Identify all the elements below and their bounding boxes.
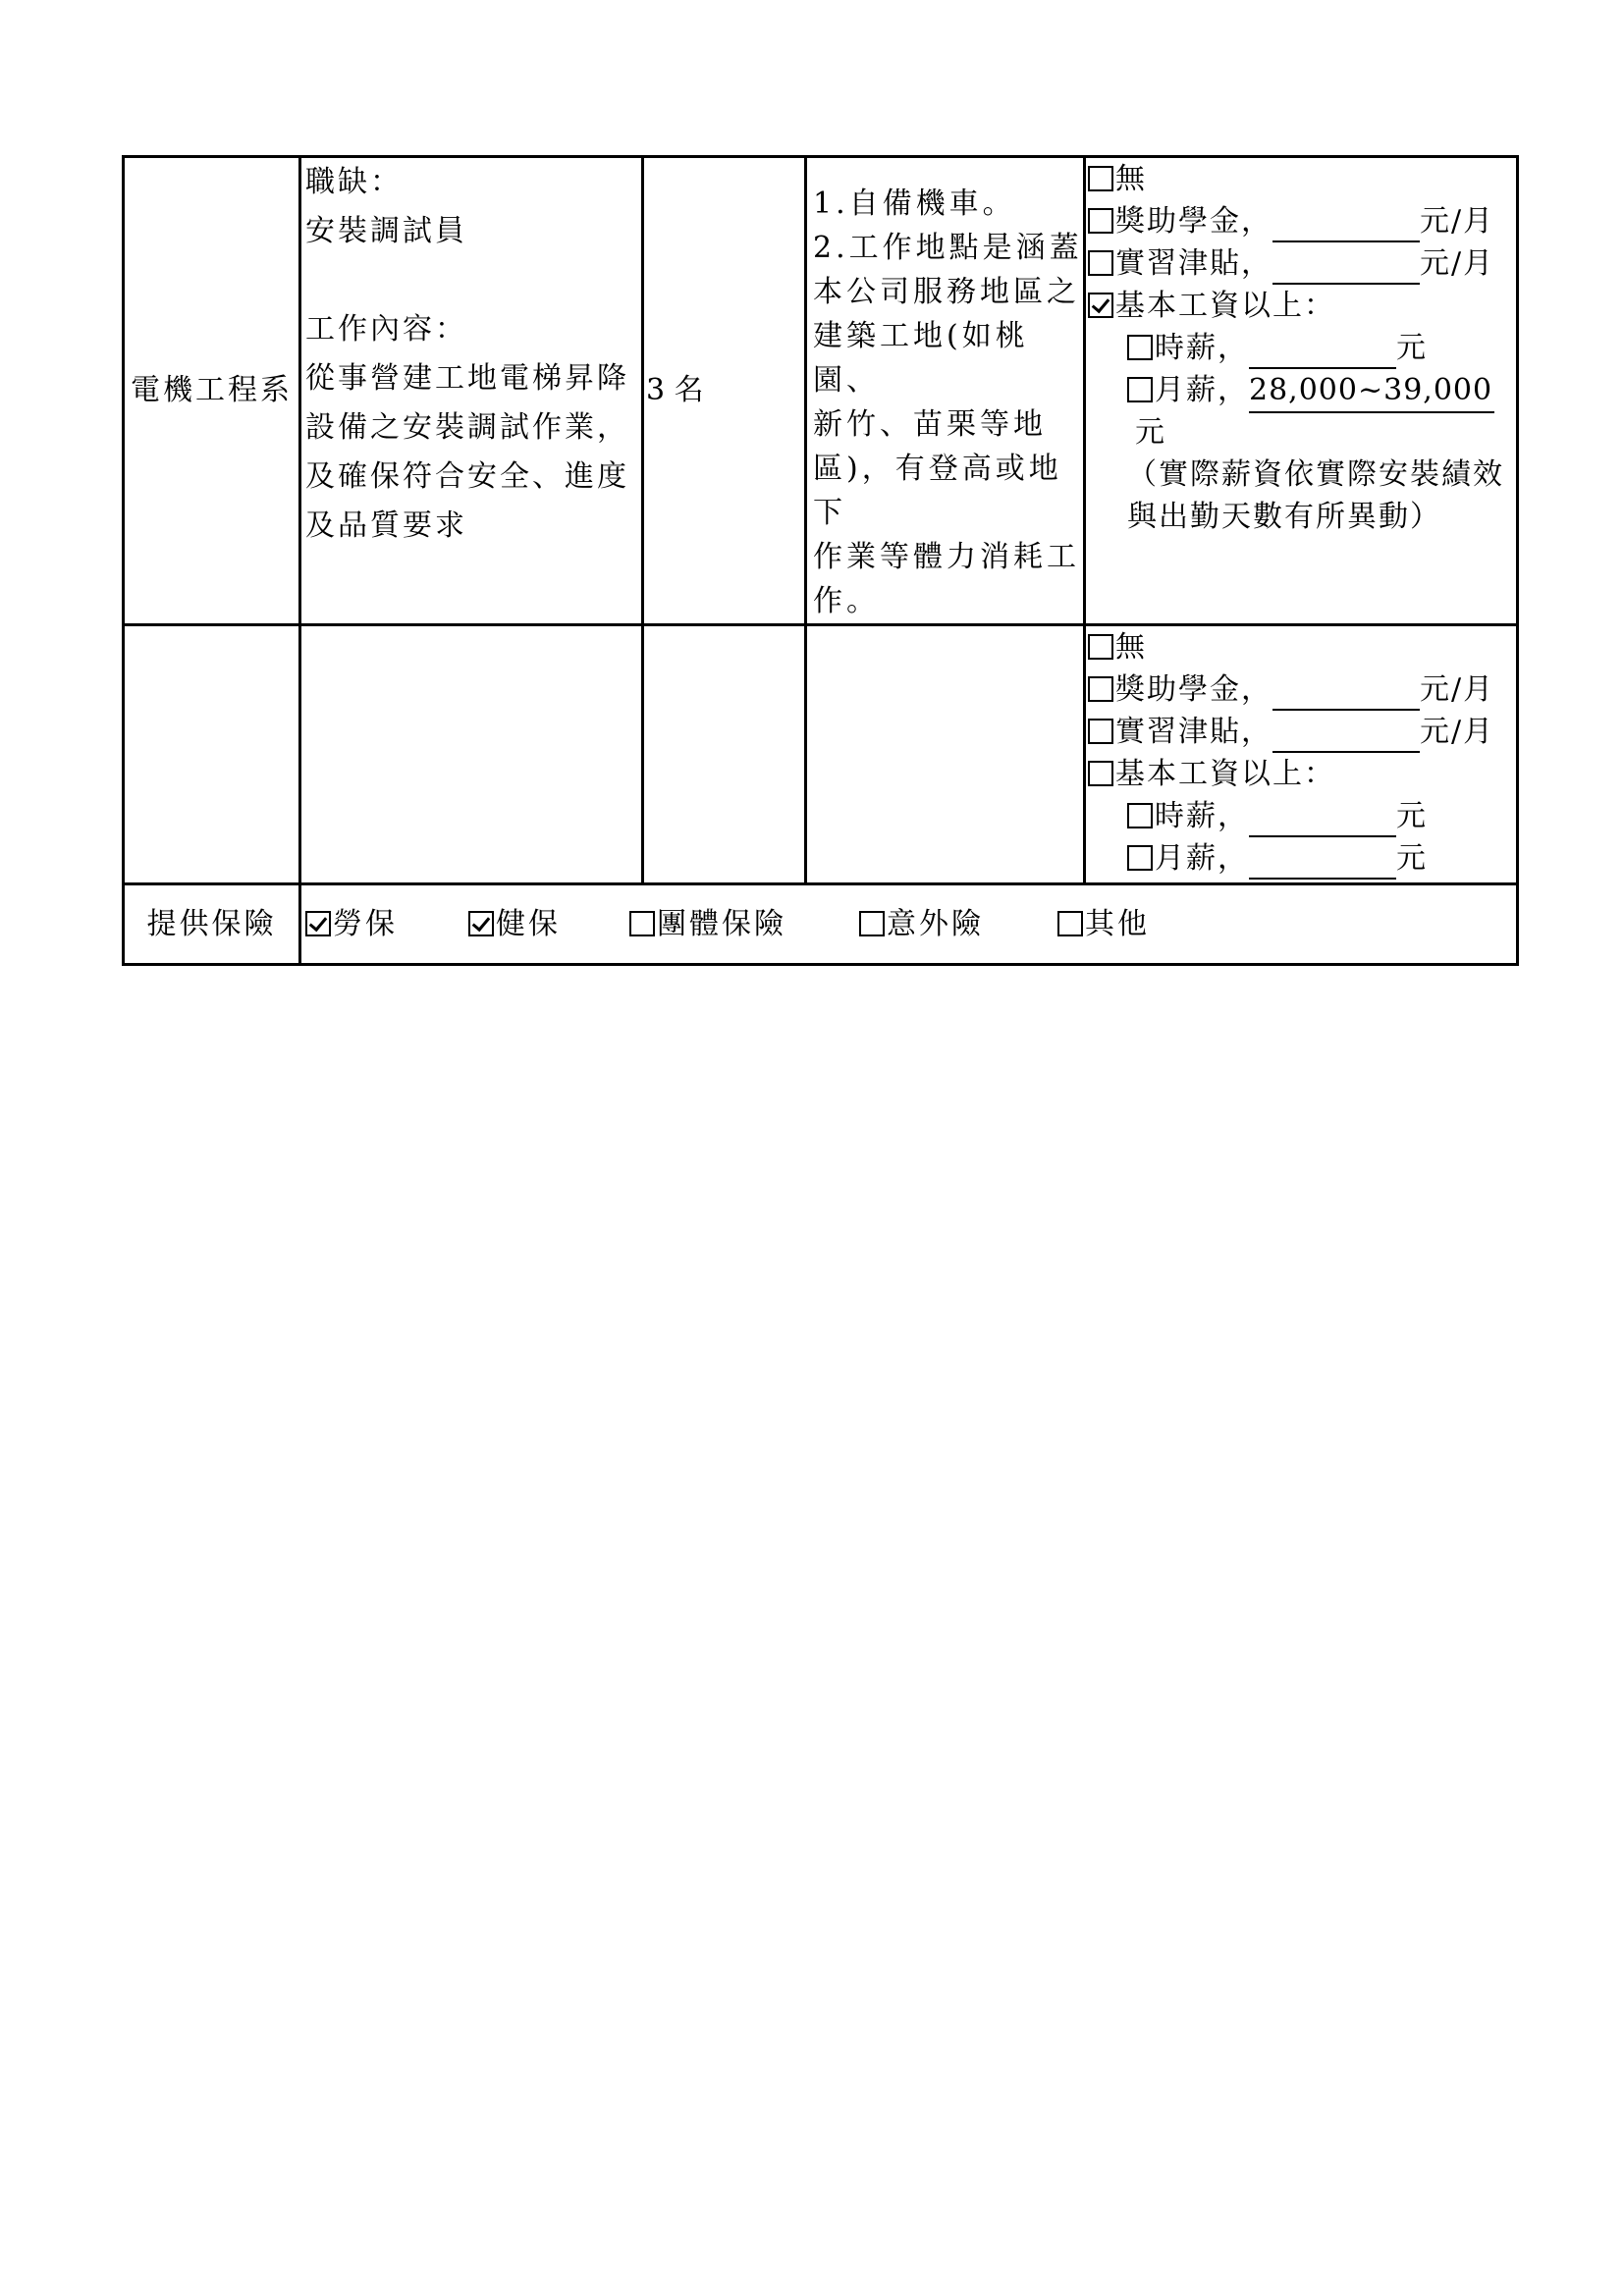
unit-label: 元/月 (1420, 204, 1495, 239)
insurance-row (124, 884, 1518, 965)
pay-option-basic-wage (1088, 753, 1516, 795)
requirements-cell (806, 625, 1085, 884)
unit-label: 元 (1135, 415, 1166, 450)
insurance-option-other (1057, 900, 1150, 949)
pay-option-label: 無 (1115, 162, 1147, 196)
requirement-line: 區)，有登高或地下 (813, 452, 1062, 530)
job-content-line: 從事營建工地電梯昇降 (305, 361, 629, 396)
pay-option-hourly (1088, 795, 1516, 837)
requirement-line: 本公司服務地區之 (813, 275, 1080, 309)
unit-label: 元/月 (1420, 672, 1495, 707)
pay-option-label: 實習津貼， (1115, 715, 1272, 749)
headcount-cell: 3 名 (643, 157, 806, 625)
pay-option-label: 實習津貼， (1115, 246, 1272, 281)
pay-option-label: 基本工資以上： (1115, 757, 1335, 791)
pay-option-monthly (1088, 369, 1516, 411)
requirement-line: 作。 (813, 584, 880, 618)
job-cell (300, 625, 643, 884)
pay-note-line: 與出勤天數有所異動） (1127, 500, 1441, 534)
job-listing-table (122, 155, 1519, 966)
checkbox[interactable] (1127, 377, 1153, 402)
pay-option-label: 獎助學金， (1115, 672, 1272, 707)
pay-option-scholarship (1088, 668, 1516, 711)
checkbox[interactable] (1088, 166, 1113, 191)
pay-option-label: 無 (1115, 630, 1147, 665)
insurance-option-health (468, 900, 629, 949)
checkbox[interactable] (1127, 845, 1153, 871)
requirement-line: 作業等體力消耗工 (813, 540, 1080, 574)
job-content-label: 工作內容： (305, 312, 467, 347)
insurance-option-label: 意外險 (887, 906, 984, 941)
insurance-options (300, 884, 1518, 965)
checkbox[interactable] (1057, 911, 1083, 936)
job-cell (300, 157, 643, 625)
pay-option-label: 月薪， (1155, 841, 1249, 876)
checkbox-checked[interactable] (468, 911, 494, 936)
insurance-label: 提供保險 (124, 884, 300, 965)
checkbox[interactable] (859, 911, 885, 936)
unit-label: 元 (1396, 799, 1428, 833)
blank-field[interactable] (1249, 334, 1396, 369)
requirements-cell (806, 157, 1085, 625)
unit-label: 元/月 (1420, 246, 1495, 281)
checkbox[interactable] (1088, 250, 1113, 276)
blank-field[interactable] (1272, 675, 1420, 711)
checkbox-checked[interactable] (1088, 293, 1113, 318)
pay-option-monthly (1088, 837, 1516, 880)
job-content-line: 及品質要求 (305, 508, 467, 543)
table-row (124, 625, 1518, 884)
table-row (124, 157, 1518, 625)
headcount-cell (643, 625, 806, 884)
pay-option-none (1088, 158, 1516, 200)
blank-field[interactable] (1249, 802, 1396, 837)
job-title: 安裝調試員 (305, 214, 467, 248)
department-cell (124, 625, 300, 884)
blank-field[interactable] (1272, 718, 1420, 753)
checkbox[interactable] (1088, 634, 1113, 660)
pay-note-line: （實際薪資依實際安裝績效 (1127, 457, 1504, 492)
requirement-line: 新竹、苗栗等地 (813, 407, 1047, 442)
pay-option-none (1088, 626, 1516, 668)
requirement-line: 2.工作地點是涵蓋 (813, 231, 1083, 265)
pay-option-hourly (1088, 327, 1516, 369)
job-content-line: 設備之安裝調試作業， (305, 410, 629, 445)
pay-option-label: 獎助學金， (1115, 204, 1272, 239)
checkbox-checked[interactable] (305, 911, 331, 936)
unit-label: 元/月 (1420, 715, 1495, 749)
blank-field[interactable] (1249, 844, 1396, 880)
pay-option-label: 時薪， (1155, 331, 1249, 365)
pay-cell (1085, 157, 1518, 625)
requirement-line: 建築工地(如桃園、 (813, 319, 1029, 398)
blank-field[interactable] (1272, 249, 1420, 285)
requirement-line: 1.自備機車。 (813, 187, 1016, 221)
pay-cell (1085, 625, 1518, 884)
checkbox[interactable] (1088, 676, 1113, 702)
pay-option-allowance (1088, 711, 1516, 753)
insurance-option-labor (305, 900, 468, 949)
checkbox[interactable] (1127, 335, 1153, 360)
pay-option-label: 時薪， (1155, 799, 1249, 833)
unit-label: 元 (1396, 331, 1428, 365)
unit-label: 元 (1396, 841, 1428, 876)
insurance-option-group (629, 900, 859, 949)
insurance-option-label: 團體保險 (657, 906, 786, 941)
pay-option-label: 月薪， (1155, 373, 1249, 407)
checkbox[interactable] (629, 911, 655, 936)
insurance-option-label: 其他 (1085, 906, 1150, 941)
blank-field[interactable] (1272, 207, 1420, 242)
insurance-option-label: 健保 (496, 906, 561, 941)
insurance-option-accident (859, 900, 1057, 949)
checkbox[interactable] (1088, 761, 1113, 786)
pay-option-scholarship (1088, 200, 1516, 242)
pay-option-basic-wage (1088, 285, 1516, 327)
department-cell: 電機工程系 (124, 157, 300, 625)
checkbox[interactable] (1088, 719, 1113, 744)
checkbox[interactable] (1088, 208, 1113, 234)
monthly-salary-value[interactable]: 28,000~39,000 (1249, 369, 1494, 413)
job-title-label: 職缺： (305, 165, 403, 199)
pay-option-label: 基本工資以上： (1115, 289, 1335, 323)
pay-option-allowance (1088, 242, 1516, 285)
checkbox[interactable] (1127, 803, 1153, 828)
job-content-line: 及確保符合安全、進度 (305, 459, 629, 494)
insurance-option-label: 勞保 (333, 906, 398, 941)
